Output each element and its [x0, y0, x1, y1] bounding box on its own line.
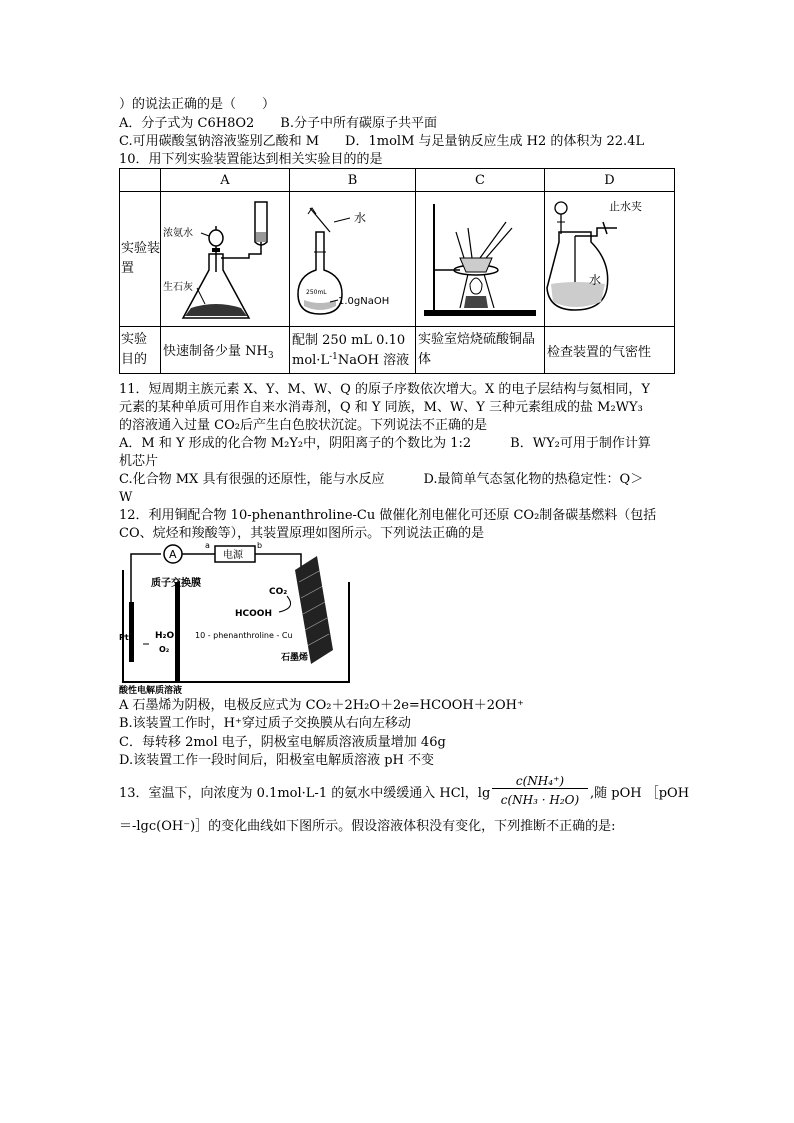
- fraction-denominator: c(NH₃ · H₂O): [500, 793, 580, 807]
- header-d: D: [545, 169, 675, 192]
- h2o-label: H₂O: [155, 631, 175, 641]
- purpose-a: 快速制备少量 $NH_3$: [161, 327, 290, 374]
- q12-option-a: A 石墨烯为阴极，电极反应式为 CO₂＋2H₂O＋2e=HCOOH＋2OH⁺: [119, 698, 524, 713]
- volumetric-flask-figure: [290, 192, 415, 322]
- q11-options-ab: A．M 和 Y 形成的化合物 M₂Y₂中，阴阳离子的个数比为 1:2 B．WY₂可用于制作计算: [119, 436, 651, 451]
- header-b: B: [290, 169, 416, 192]
- crucible-heating-figure: [416, 192, 544, 322]
- row-label-apparatus: 实验装置: [120, 192, 161, 327]
- purpose-b: 配制 250 mL 0.10 $mol\cdot L^{-1}NaOH$ 溶液: [290, 327, 416, 374]
- q12-line2: CO、烷烃和羧酸等），其装置原理如图所示。下列说法正确的是: [119, 526, 485, 541]
- q12-option-b: B.该装置工作时，H⁺穿过质子交换膜从右向左移动: [119, 716, 411, 731]
- q11-line2: 元素的某种单质可用作自来水消毒剂，Q 和 Y 同族，M、W、Y 三种元素组成的盐 M₂WY₃: [119, 400, 643, 415]
- header-a: A: [161, 169, 290, 192]
- q13-line1-post: ,随 pOH ［pOH: [590, 786, 690, 801]
- q12-option-c: C．每转移 2mol 电子，阴极室电解质溶液质量增加 46g: [119, 735, 446, 750]
- fraction-numerator: c(NH₄⁺): [492, 774, 588, 789]
- header-c: C: [416, 169, 545, 192]
- fig-b-label-naoh: 1.0gNaOH: [338, 296, 390, 307]
- graphene-label: 石墨烯: [281, 653, 309, 663]
- experiment-table: [119, 168, 675, 374]
- ammonia-apparatus-figure: [161, 192, 289, 322]
- o2-label: O₂: [159, 645, 170, 654]
- apparatus-b: [290, 192, 416, 327]
- fig-b-label-water: 水: [354, 211, 367, 225]
- terminal-b: b: [257, 542, 263, 550]
- airtightness-check-figure: [545, 192, 674, 322]
- q11-options-cd-cont: W: [119, 490, 133, 505]
- apparatus-d: [545, 192, 675, 327]
- power-supply-label: 电源: [223, 550, 243, 561]
- q9-options-cd: C.可用碳酸氢钠溶液鉴别乙酸和 M D．1molM 与足量钠反应生成 H2 的体积为 22.4L: [119, 134, 645, 149]
- q10-stem: 10．用下列实验装置能达到相关实验目的的是: [119, 152, 383, 167]
- q11-line1: 11．短周期主族元素 X、Y、M、W、Q 的原子序数依次增大。X 的电子层结构与氦相同，Y: [119, 382, 650, 397]
- q9-options-ab: A．分子式为 C6H8O2 B.分子中所有碳原子共平面: [119, 116, 437, 131]
- pt-label: Pt: [119, 633, 129, 642]
- apparatus-a: [161, 192, 290, 327]
- co2-label: CO₂: [269, 587, 288, 597]
- q13-line2: ＝-lgc(OH⁻)］的变化曲线如下图所示。假设溶液体积没有变化，下列推断不正确的是:: [119, 819, 616, 834]
- electrolysis-figure: [119, 542, 355, 694]
- membrane-label: 质子交换膜: [151, 578, 201, 589]
- q11-options-cd: C.化合物 MX 具有很强的还原性，能与水反应 D.最简单气态氢化物的热稳定性：Q＞: [119, 472, 644, 487]
- q13-line1-pre: 13．室温下，向浓度为 0.1mol·L-1 的氨水中缓缓通入 HCl，lg: [119, 786, 491, 801]
- q12-line1: 12．利用铜配合物 10-phenanthroline-Cu 做催化剂电催化可还原 CO₂制备碳基燃料（包括: [119, 508, 657, 523]
- fig-d-label-clip: 止水夹: [609, 200, 642, 213]
- q9-stem-tail: ）的说法正确的是（ ）: [119, 97, 276, 112]
- catalyst-label: 10 - phenanthroline - Cu: [195, 631, 293, 640]
- purpose-c: 实验室焙烧硫酸铜晶体: [416, 327, 545, 374]
- fig-b-flask-label: 250mL: [306, 289, 327, 296]
- q11-line3: 的溶液通入过量 CO₂后产生白色胶状沉淀。下列说法不正确的是: [119, 418, 487, 433]
- table-corner: [120, 169, 161, 192]
- fig-a-label-ammonia: 浓氨水: [163, 228, 193, 239]
- row-label-purpose: 实验目的: [120, 327, 161, 374]
- q12-option-d: D.该装置工作一段时间后，阳极室电解质溶液 pH 不变: [119, 753, 435, 768]
- hcooh-label: HCOOH: [235, 609, 272, 619]
- purpose-d: 检查装置的气密性: [545, 327, 675, 374]
- electrolyte-label: 酸性电解质溶液: [119, 686, 183, 694]
- apparatus-c: [416, 192, 545, 327]
- terminal-a: a: [205, 542, 210, 550]
- q11-options-ab-cont: 机芯片: [119, 454, 159, 469]
- fig-d-label-water: 水: [589, 273, 602, 287]
- ammeter-label: A: [169, 548, 177, 561]
- fig-a-label-lime: 生石灰: [163, 282, 193, 293]
